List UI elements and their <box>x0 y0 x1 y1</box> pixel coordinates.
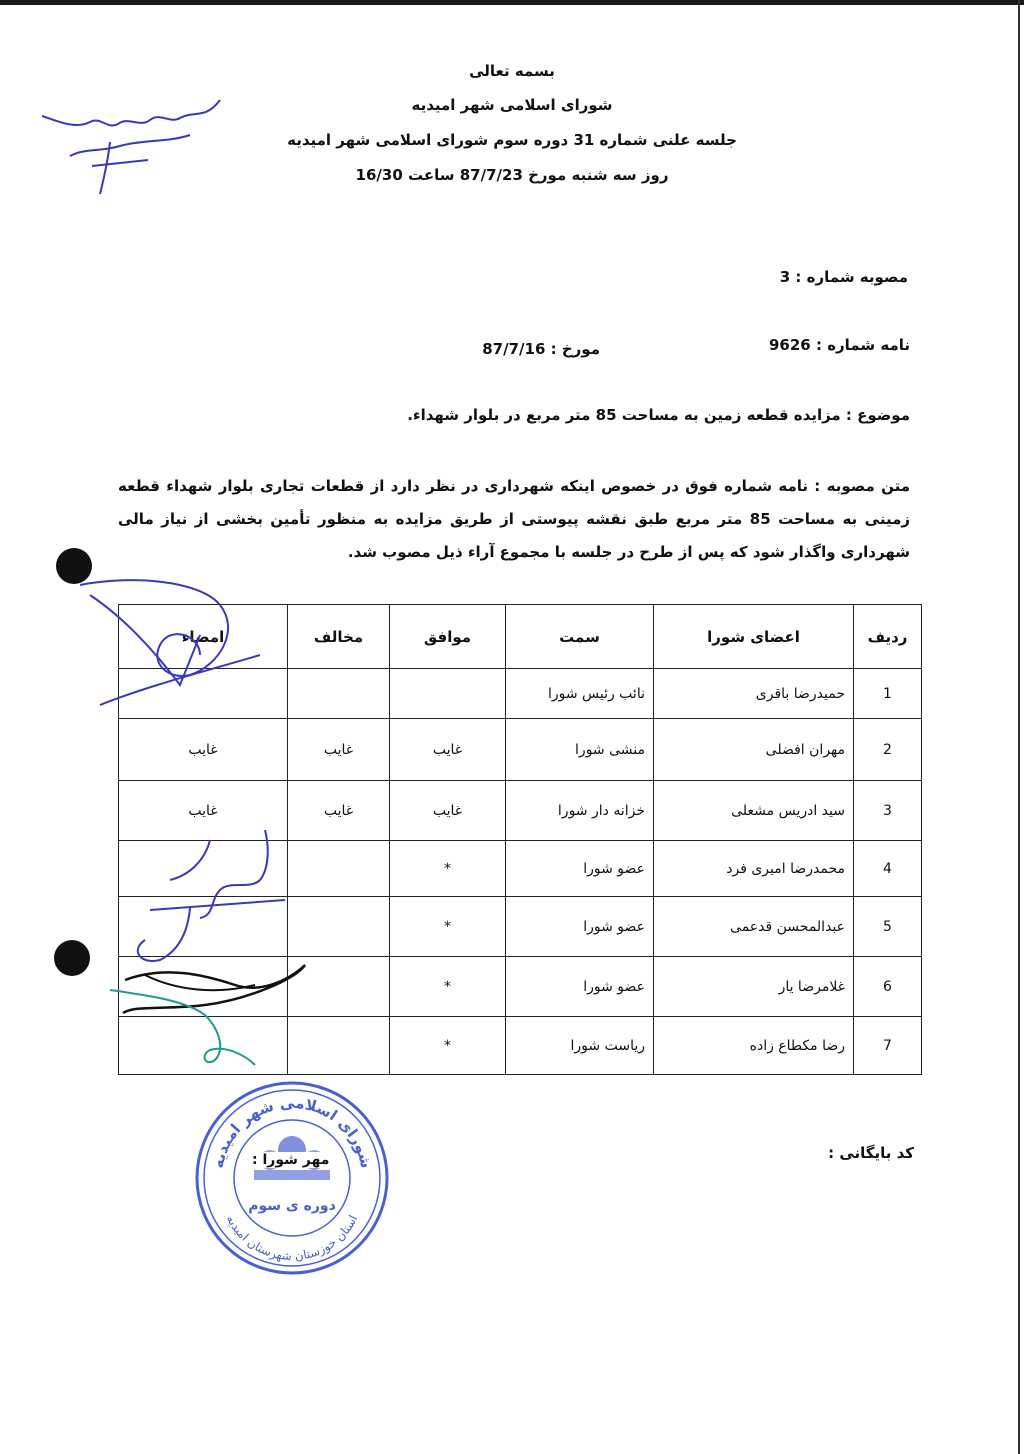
agree-cell: غایب <box>390 781 506 841</box>
agree-cell: غایب <box>390 719 506 781</box>
header-row-number: ردیف <box>854 605 922 669</box>
agree-cell <box>390 669 506 719</box>
session-date: روز سه شنبه مورخ 87/7/23 ساعت 16/30 <box>355 166 669 184</box>
row-number: 3 <box>854 781 922 841</box>
signature-row1 <box>70 575 270 715</box>
member-name: رضا مکطاع زاده <box>654 1017 854 1075</box>
letter-date: مورخ : 87/7/16 <box>482 340 600 358</box>
member-role: عضو شورا <box>506 957 654 1017</box>
row-number: 5 <box>854 897 922 957</box>
member-role: خزانه دار شورا <box>506 781 654 841</box>
member-role: عضو شورا <box>506 897 654 957</box>
council-name: شورای اسلامی شهر امیدیه <box>411 96 613 114</box>
agree-cell: * <box>390 1017 506 1075</box>
row-number: 1 <box>854 669 922 719</box>
header-agree: موافق <box>390 605 506 669</box>
disagree-cell: غایب <box>288 781 390 841</box>
member-name: عبدالمحسن قدعمی <box>654 897 854 957</box>
scan-top-edge <box>0 0 1024 5</box>
session-title: جلسه علنی شماره 31 دوره سوم شورای اسلامی شهر امیدیه <box>287 131 737 149</box>
disagree-cell <box>288 841 390 897</box>
signature-rows4-5 <box>120 820 300 970</box>
subject-line: موضوع : مزایده قطعه زمین به مساحت 85 متر مربع در بلوار شهداء. <box>407 406 910 424</box>
member-name: غلامرضا یار <box>654 957 854 1017</box>
council-stamp <box>192 1078 392 1278</box>
stamp-outer-text: شورای اسلامی شهر امیدیه <box>208 1093 376 1170</box>
member-role: عضو شورا <box>506 841 654 897</box>
row-number: 6 <box>854 957 922 1017</box>
row-number: 4 <box>854 841 922 897</box>
disagree-cell: غایب <box>288 719 390 781</box>
member-name: مهران افضلی <box>654 719 854 781</box>
member-role: ریاست شورا <box>506 1017 654 1075</box>
member-name: حمیدرضا باقری <box>654 669 854 719</box>
header-signature: امضاء <box>119 605 288 669</box>
signature-cell: غایب <box>119 781 288 841</box>
row-number: 2 <box>854 719 922 781</box>
disagree-cell <box>288 897 390 957</box>
archive-code: کد بایگانی : <box>828 1144 914 1162</box>
handwritten-note <box>30 90 230 200</box>
punch-hole-bottom <box>54 940 90 976</box>
member-name: محمدرضا امیری فرد <box>654 841 854 897</box>
disagree-cell <box>288 669 390 719</box>
member-role: نائب رئیس شورا <box>506 669 654 719</box>
letter-number: نامه شماره : 9626 <box>769 336 910 354</box>
table-row <box>119 719 922 781</box>
stamp-bottom-text: استان خوزستان شهرستان امیدیه <box>223 1212 361 1264</box>
agree-cell: * <box>390 957 506 1017</box>
header-members: اعضای شورا <box>654 605 854 669</box>
signature-cell: غایب <box>119 719 288 781</box>
bismillah-heading: بسمه تعالی <box>469 62 555 80</box>
header-disagree: مخالف <box>288 605 390 669</box>
stamp-inner-text: دوره ی سوم <box>248 1198 336 1214</box>
row-number: 7 <box>854 1017 922 1075</box>
scan-right-edge <box>1018 0 1020 1454</box>
agree-cell: * <box>390 897 506 957</box>
header-role: سمت <box>506 605 654 669</box>
agree-cell: * <box>390 841 506 897</box>
stamp-label: مهر شورا : <box>248 1152 333 1168</box>
member-role: منشی شورا <box>506 719 654 781</box>
member-name: سید ادریس مشعلی <box>654 781 854 841</box>
resolution-number: مصوبه شماره : 3 <box>779 268 908 286</box>
resolution-body: متن مصوبه : نامه شماره فوق در خصوص اینکه شهرداری در نظر دارد از قطعات تجاری بلوار شهداء قطعه زمینی به مساحت 85 متر مربع طبق نقشه پیوستی از طریق مزایده به منظور تأمین بخشی از نیاز مالی شهرداری واگذار شود که پس از طرح در جلسه با مجموع آراء ذیل مصوب شد. <box>118 477 911 561</box>
signature-row6 <box>105 955 315 1070</box>
